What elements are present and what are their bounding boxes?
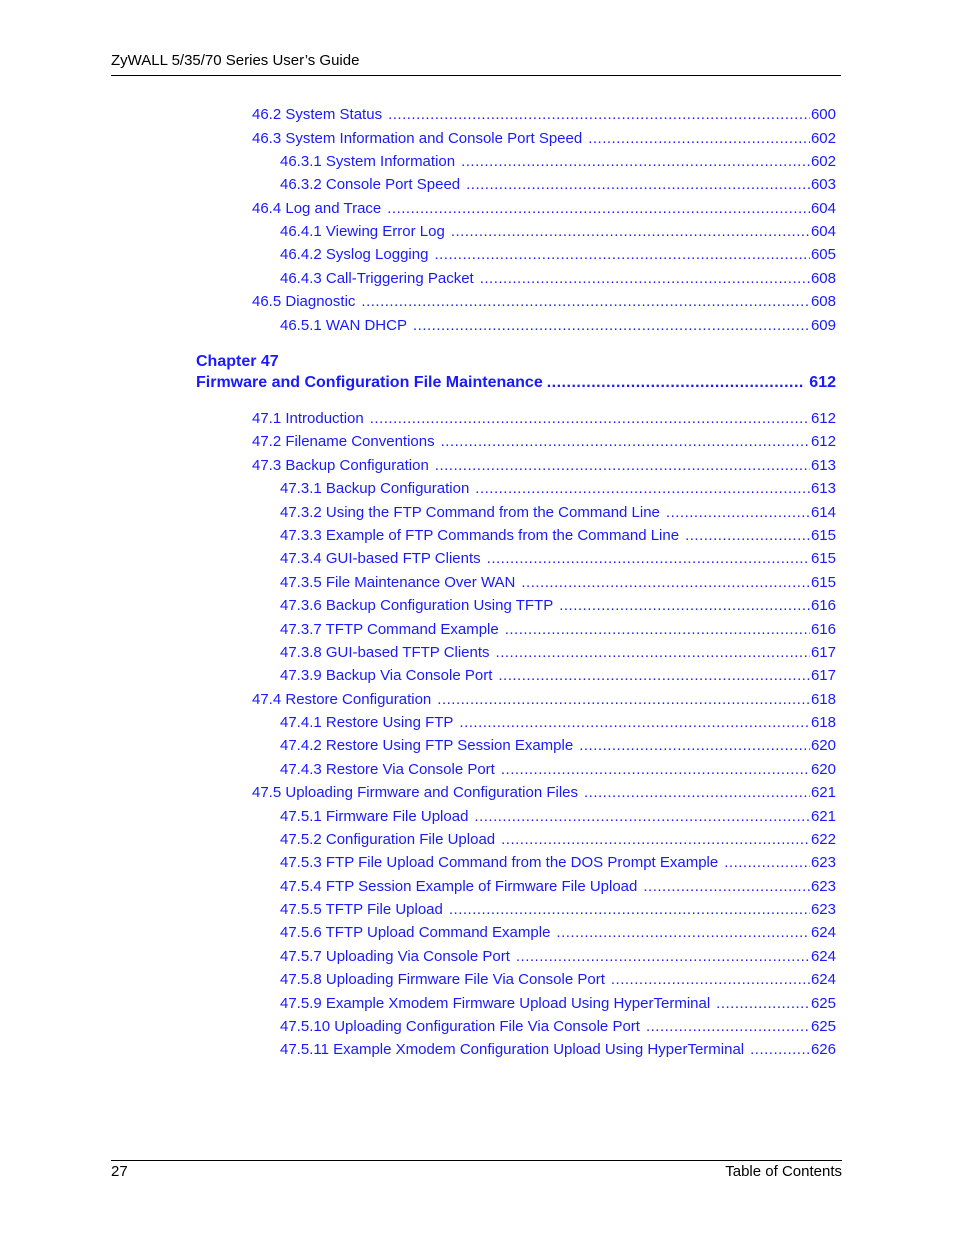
toc-entry-page: 623 <box>810 901 836 918</box>
dot-leader <box>370 410 810 427</box>
toc-entry-label: 47.3.6 Backup Configuration Using TFTP <box>280 597 554 614</box>
toc-entry-label: 47.3.7 TFTP Command Example <box>280 621 499 638</box>
toc-entry-label: 47.5 Uploading Firmware and Configuration Files <box>252 784 579 801</box>
page-number: 27 <box>111 1163 128 1180</box>
toc-entry[interactable] <box>280 246 836 266</box>
toc-entry-page: 620 <box>810 737 836 754</box>
toc-entry[interactable] <box>280 574 836 594</box>
toc-entry-label: 47.5.10 Uploading Configuration File Via Console Port <box>280 1018 640 1035</box>
toc-entry-page: 604 <box>810 223 836 240</box>
toc-entry[interactable] <box>280 971 836 991</box>
dot-leader <box>666 504 810 521</box>
dot-leader <box>487 550 810 567</box>
page-footer <box>111 1160 842 1183</box>
toc-entry[interactable] <box>252 410 836 430</box>
toc-entry-page: 621 <box>810 808 836 825</box>
toc-entry-page: 614 <box>810 504 836 521</box>
toc-entry[interactable] <box>252 293 836 313</box>
toc-entry-page: 612 <box>810 410 836 427</box>
toc-entry-page: 616 <box>810 597 836 614</box>
toc-entry[interactable] <box>280 737 836 757</box>
toc-entry-label: 47.5.11 Example Xmodem Configuration Upload Using HyperTerminal <box>280 1041 745 1058</box>
toc-entry[interactable] <box>280 153 836 173</box>
toc-entry-page: 605 <box>810 246 836 263</box>
dot-leader <box>505 621 810 638</box>
dot-leader <box>556 924 810 941</box>
toc-entry[interactable] <box>280 995 836 1015</box>
toc-entry[interactable] <box>280 808 836 828</box>
toc-entry-label: 47.4.1 Restore Using FTP <box>280 714 454 731</box>
toc-entry-label: 47.1 Introduction <box>252 410 364 427</box>
toc-entry-label: 46.5.1 WAN DHCP <box>280 317 407 334</box>
toc-entry-label: 47.5.3 FTP File Upload Command from the DOS Prompt Example <box>280 854 719 871</box>
chapter-title-entry[interactable] <box>196 374 836 396</box>
dot-leader <box>459 714 810 731</box>
toc-entry[interactable] <box>280 854 836 874</box>
dot-leader <box>413 317 810 334</box>
toc-entry-page: 617 <box>810 667 836 684</box>
dot-leader <box>480 270 810 287</box>
document-title: ZyWALL 5/35/70 Series User’s Guide <box>111 52 360 69</box>
dot-leader <box>434 246 810 263</box>
toc-entry-label: 47.5.1 Firmware File Upload <box>280 808 469 825</box>
dot-leader <box>437 691 810 708</box>
toc-entry[interactable] <box>280 761 836 781</box>
toc-entry-label: 47.5.9 Example Xmodem Firmware Upload Using HyperTerminal <box>280 995 711 1012</box>
dot-leader <box>584 784 810 801</box>
toc-entry-label: 47.5.7 Uploading Via Console Port <box>280 948 510 965</box>
dot-leader <box>521 574 810 591</box>
toc-entry-label: 47.5.6 TFTP Upload Command Example <box>280 924 551 941</box>
toc-entry-page: 615 <box>810 527 836 544</box>
dot-leader <box>451 223 810 240</box>
toc-entry[interactable] <box>280 924 836 944</box>
dot-leader <box>646 1018 810 1035</box>
toc-entry[interactable] <box>280 831 836 851</box>
toc-entry-label: 47.3.9 Backup Via Console Port <box>280 667 493 684</box>
toc-entry[interactable] <box>252 784 836 804</box>
toc-entry-page: 609 <box>810 317 836 334</box>
dot-leader <box>474 808 810 825</box>
toc-entry-label: 47.3.1 Backup Configuration <box>280 480 470 497</box>
toc-entry-page: 608 <box>810 270 836 287</box>
toc-entry-page: 616 <box>810 621 836 638</box>
toc-entry-label: 47.4.2 Restore Using FTP Session Example <box>280 737 574 754</box>
chapter-number[interactable]: Chapter 47 <box>196 353 279 370</box>
dot-leader <box>449 901 810 918</box>
dot-leader <box>435 457 810 474</box>
dot-leader <box>611 971 810 988</box>
toc-entry-page: 600 <box>810 106 836 123</box>
toc-entry[interactable] <box>280 1018 836 1038</box>
dot-leader <box>716 995 810 1012</box>
toc-entry[interactable] <box>252 200 836 220</box>
toc-entry-label: 46.3 System Information and Console Port Speed <box>252 130 583 147</box>
dot-leader <box>388 106 810 123</box>
toc-entry-label: 47.2 Filename Conventions <box>252 433 435 450</box>
toc-entry-page: 618 <box>810 691 836 708</box>
toc-entry-page: 613 <box>810 480 836 497</box>
toc-entry-page: 613 <box>810 457 836 474</box>
toc-entry[interactable] <box>280 480 836 500</box>
dot-leader <box>588 130 810 147</box>
toc-entry-label: 47.5.4 FTP Session Example of Firmware File Upload <box>280 878 638 895</box>
toc-entry-page: 615 <box>810 550 836 567</box>
toc-entry-label: 47.5.2 Configuration File Upload <box>280 831 496 848</box>
dot-leader <box>501 761 810 778</box>
dot-leader <box>501 831 810 848</box>
toc-entry-page: 617 <box>810 644 836 661</box>
toc-entry-label: 47.3.3 Example of FTP Commands from the Command Line <box>280 527 680 544</box>
toc-entry[interactable] <box>280 223 836 243</box>
toc-entry-label: 47.5.8 Uploading Firmware File Via Console Port <box>280 971 605 988</box>
dot-leader <box>516 948 810 965</box>
toc-entry-label: 47.3.8 GUI-based TFTP Clients <box>280 644 490 661</box>
toc-entry[interactable] <box>252 106 836 126</box>
toc-entry[interactable] <box>280 504 836 524</box>
dot-leader <box>441 433 810 450</box>
toc-entry[interactable] <box>252 457 836 477</box>
toc-entry-label: 47.4 Restore Configuration <box>252 691 432 708</box>
toc-entry[interactable] <box>252 691 836 711</box>
toc-entry-page: 622 <box>810 831 836 848</box>
toc-entry-label: 46.4 Log and Trace <box>252 200 382 217</box>
toc-entry[interactable] <box>280 948 836 968</box>
toc-entry[interactable] <box>280 270 836 290</box>
toc-entry[interactable] <box>280 1041 836 1061</box>
toc-entry-page: 612 <box>810 433 836 450</box>
toc-entry-page: 626 <box>810 1041 836 1058</box>
dot-leader <box>579 737 810 754</box>
toc-entry-label: 47.3.2 Using the FTP Command from the Command Line <box>280 504 660 521</box>
dot-leader <box>387 200 810 217</box>
toc-entry-page: 602 <box>810 153 836 170</box>
dot-leader <box>498 667 810 684</box>
dot-leader <box>643 878 810 895</box>
toc-entry-label: 47.3.4 GUI-based FTP Clients <box>280 550 481 567</box>
toc-entry-page: 602 <box>810 130 836 147</box>
toc-entry-label: 46.5 Diagnostic <box>252 293 356 310</box>
toc-entry-page: 624 <box>810 924 836 941</box>
toc-entry-page: 620 <box>810 761 836 778</box>
toc-entry[interactable] <box>280 667 836 687</box>
toc-entry-label: 46.4.2 Syslog Logging <box>280 246 429 263</box>
toc-entry[interactable] <box>252 130 836 150</box>
toc-entry-page: 625 <box>810 995 836 1012</box>
toc-entry[interactable] <box>280 901 836 921</box>
toc-entry[interactable] <box>280 714 836 734</box>
toc-entry-label: 47.3 Backup Configuration <box>252 457 429 474</box>
dot-leader <box>475 480 810 497</box>
toc-entry[interactable] <box>252 433 836 453</box>
toc-entry-page: 623 <box>810 878 836 895</box>
toc-entry[interactable] <box>280 597 836 617</box>
toc-entry-label: 47.4.3 Restore Via Console Port <box>280 761 495 778</box>
toc-entry-label: 46.4.1 Viewing Error Log <box>280 223 445 240</box>
toc-entry-page: 624 <box>810 948 836 965</box>
toc-entry-page: 603 <box>810 176 836 193</box>
toc-entry[interactable] <box>280 621 836 641</box>
dot-leader <box>724 854 810 871</box>
toc-entry[interactable] <box>280 176 836 196</box>
toc-entry[interactable] <box>280 644 836 664</box>
chapter-title: Firmware and Configuration File Maintenance <box>196 374 543 391</box>
chapter-page: 612 <box>809 374 836 391</box>
dot-leader <box>361 293 810 310</box>
toc-entry-page: 623 <box>810 854 836 871</box>
toc-entry[interactable] <box>280 527 836 547</box>
dot-leader <box>559 597 810 614</box>
toc-entry-page: 618 <box>810 714 836 731</box>
dot-leader <box>750 1041 810 1058</box>
toc-entry-label: 46.4.3 Call-Triggering Packet <box>280 270 474 287</box>
toc-entry-page: 621 <box>810 784 836 801</box>
section-name: Table of Contents <box>725 1163 842 1180</box>
toc-entry-label: 46.3.2 Console Port Speed <box>280 176 461 193</box>
toc-entry[interactable] <box>280 317 836 337</box>
dot-leader <box>547 374 806 392</box>
toc-entry-page: 624 <box>810 971 836 988</box>
toc-entry-label: 46.2 System Status <box>252 106 383 123</box>
dot-leader <box>685 527 810 544</box>
toc-entry-page: 625 <box>810 1018 836 1035</box>
toc-entry-label: 47.5.5 TFTP File Upload <box>280 901 443 918</box>
dot-leader <box>496 644 810 661</box>
toc-entry-label: 46.3.1 System Information <box>280 153 456 170</box>
dot-leader <box>461 153 810 170</box>
dot-leader <box>466 176 810 193</box>
toc-entry-page: 615 <box>810 574 836 591</box>
page-header <box>111 51 841 76</box>
toc-entry[interactable] <box>280 878 836 898</box>
toc-entry[interactable] <box>280 550 836 570</box>
toc-entry-label: 47.3.5 File Maintenance Over WAN <box>280 574 516 591</box>
toc-entry-page: 608 <box>810 293 836 310</box>
toc-entry-page: 604 <box>810 200 836 217</box>
